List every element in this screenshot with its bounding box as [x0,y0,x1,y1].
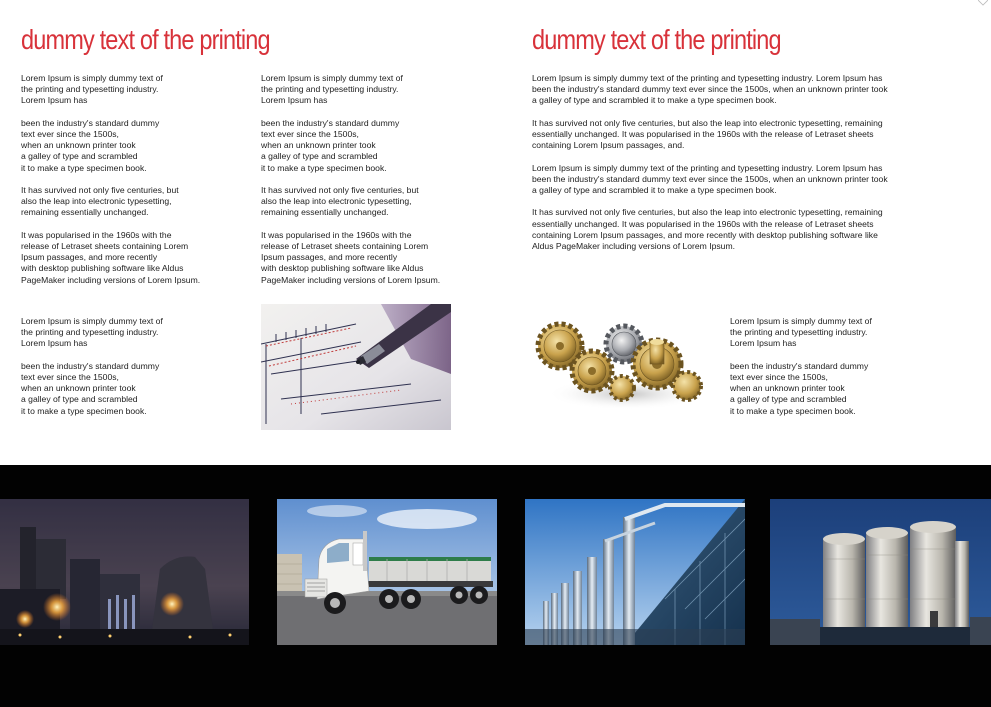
paragraph: Lorem Ipsum is simply dummy text of the printing and typesetting industry. Lorem Ipsum has [730,316,872,349]
gears-photo [532,316,707,412]
crop-mark-icon [978,0,988,6]
left-lower-text [21,316,251,417]
right-lower-text [730,316,960,417]
power-plant-photo [0,499,249,645]
left-column-2-text [261,73,496,286]
paragraph: Lorem Ipsum is simply dummy text of the printing and typesetting industry. Lorem Ipsum has been the industry's standard dummy text ever since the 1500s, when an unknown printer took a galley of type and scrambled it to make a type specimen book. [532,162,888,195]
paragraph: It has survived not only five centuries, but also the leap into electronic typesetting, remaining essentially unchanged. [261,185,419,218]
paragraph: Lorem Ipsum is simply dummy text of the printing and typesetting industry. Lorem Ipsum has [21,316,163,349]
left-page-heading: dummy text of the printing [21,24,270,55]
paragraph: It has survived not only five centuries, but also the leap into electronic typesetting, remaining essentially unchanged. [21,185,179,218]
industrial-building-photo [525,499,745,645]
paragraph: Lorem Ipsum is simply dummy text of the printing and typesetting industry. Lorem Ipsum has [21,73,163,106]
right-body-text [532,73,952,252]
right-page-heading: dummy text of the printing [532,24,781,55]
paragraph: It has survived not only five centuries, but also the leap into electronic typesetting, remaining essentially unchanged. It was popularised in the 1960s with the release of Letraset sheets containing Lorem Ipsum passages, and more recently with desktop publishing software like Aldus PageMaker including versions of Lorem Ipsum. [532,207,883,251]
paragraph: been the industry's standard dummy text ever since the 1500s, when an unknown printer took a galley of type and scrambled it to make a type specimen book. [21,117,160,173]
paragraph: Lorem Ipsum is simply dummy text of the printing and typesetting industry. Lorem Ipsum has [261,73,403,106]
paragraph: been the industry's standard dummy text ever since the 1500s, when an unknown printer took a galley of type and scrambled it to make a type specimen book. [730,360,869,416]
silos-photo [770,499,991,645]
paragraph: It was popularised in the 1960s with the release of Letraset sheets containing Lorem Ipsum passages, and more recently with desktop publishing software like Aldus PageMaker including versions of Lorem Ipsum. [21,229,201,285]
paragraph: been the industry's standard dummy text ever since the 1500s, when an unknown printer took a galley of type and scrambled it to make a type specimen book. [21,360,160,416]
paragraph: been the industry's standard dummy text ever since the 1500s, when an unknown printer took a galley of type and scrambled it to make a type specimen book. [261,117,400,173]
paragraph: Lorem Ipsum is simply dummy text of the printing and typesetting industry. Lorem Ipsum has been the industry's standard dummy text ever since the 1500s, when an unknown printer took a galley of type and scrambled it to make a type specimen book. [532,73,888,106]
paragraph: It was popularised in the 1960s with the release of Letraset sheets containing Lorem Ipsum passages, and more recently with desktop publishing software like Aldus PageMaker including versions of Lorem Ipsum. [261,229,441,285]
paragraph: It has survived not only five centuries, but also the leap into electronic typesetting, remaining essentially unchanged. It was popularised in the 1960s with the release of Letraset sheets containing Lorem Ipsum passages, and. [532,117,883,151]
blueprint-pen-photo [261,304,451,430]
truck-photo [277,499,497,645]
left-column-1-text [21,73,251,286]
